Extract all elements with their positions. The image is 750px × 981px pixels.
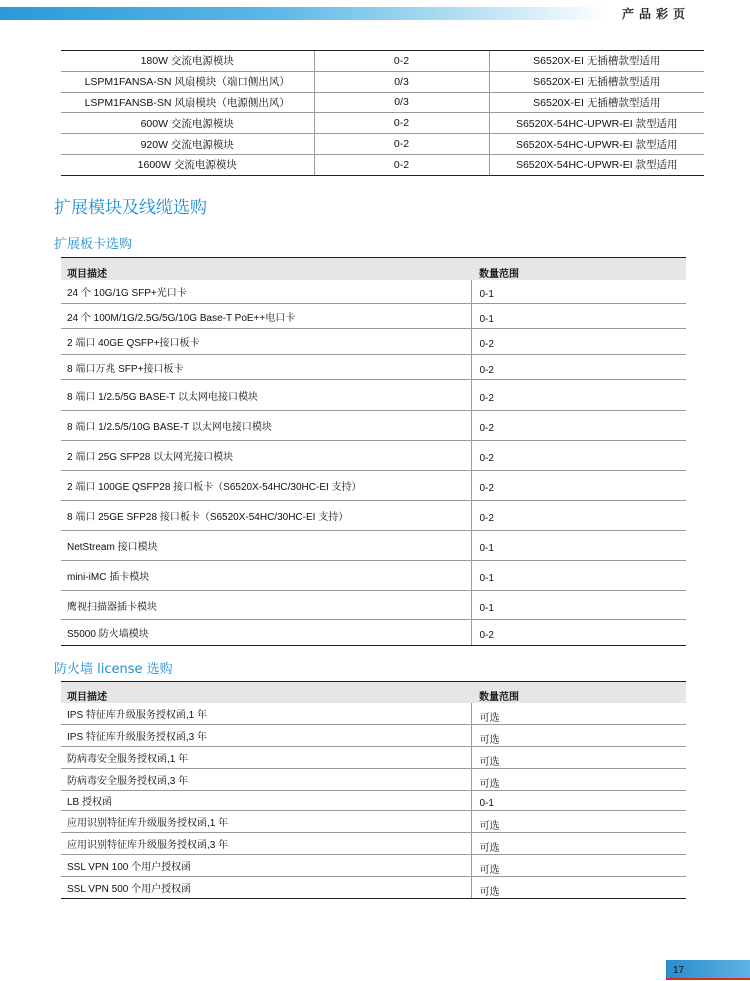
table-row (61, 154, 704, 175)
description-cell: 8 端口万兆 SFP+接口板卡 (61, 355, 471, 380)
quantity-cell: 0-2 (314, 113, 489, 134)
table-row (61, 441, 686, 471)
description-cell: NetStream 接口模块 (61, 531, 471, 561)
description-cell: 8 端口 1/2.5/5/10G BASE-T 以太网电接口模块 (61, 411, 471, 441)
firewall-license-table (61, 681, 686, 899)
quantity-cell: 0-2 (471, 355, 686, 380)
quantity-cell: 可选 (471, 877, 686, 899)
quantity-cell: 0/3 (314, 92, 489, 113)
section-title: 扩展模块及线缆选购 (54, 198, 207, 218)
module-name-cell: LSPM1FANSB-SN 风扇模块（电源侧出风） (61, 92, 314, 113)
table-row (61, 724, 686, 746)
table-row (61, 355, 686, 380)
quantity-cell: 可选 (471, 703, 686, 725)
module-name-cell: LSPM1FANSA-SN 风扇模块（端口侧出风） (61, 71, 314, 92)
expansion-title: 扩展板卡选购 (54, 237, 133, 252)
table-row (61, 591, 686, 620)
table-row (61, 877, 686, 899)
column-header-description: 项目描述 (61, 682, 471, 703)
page-number: 17 (673, 965, 685, 976)
table-row (61, 471, 686, 501)
description-cell: 应用识别特征库升级服务授权函,1 年 (61, 811, 471, 833)
module-name-cell: 180W 交流电源模块 (61, 51, 314, 72)
quantity-cell: 0-2 (314, 134, 489, 155)
quantity-cell: 可选 (471, 833, 686, 855)
description-cell: 8 端口 1/2.5/5G BASE-T 以太网电接口模块 (61, 380, 471, 411)
firewall-title: 防火墙 license 选购 (54, 662, 173, 677)
table-row (61, 855, 686, 877)
table-row (61, 811, 686, 833)
quantity-cell: 0-1 (471, 561, 686, 591)
table-row (61, 833, 686, 855)
description-cell: 2 端口 25G SFP28 以太网光接口模块 (61, 441, 471, 471)
table-row (61, 92, 704, 113)
header-accent-bar (0, 7, 610, 20)
quantity-cell: 0-2 (314, 51, 489, 72)
quantity-cell: 0-2 (314, 154, 489, 175)
quantity-cell: 可选 (471, 768, 686, 790)
quantity-cell: 0-2 (471, 411, 686, 441)
table-row (61, 51, 704, 72)
applicable-model-cell: S6520X-54HC-UPWR-EI 款型适用 (489, 134, 704, 155)
table-row (61, 768, 686, 790)
quantity-cell: 0-1 (471, 280, 686, 304)
column-header-quantity: 数量范围 (471, 258, 686, 280)
module-name-cell: 1600W 交流电源模块 (61, 154, 314, 175)
table-row (61, 280, 686, 304)
module-name-cell: 920W 交流电源模块 (61, 134, 314, 155)
module-name-cell: 600W 交流电源模块 (61, 113, 314, 134)
description-cell: IPS 特征库升级服务授权函,1 年 (61, 703, 471, 725)
table-row (61, 411, 686, 441)
description-cell: 24 个 10G/1G SFP+光口卡 (61, 280, 471, 304)
description-cell: S5000 防火墙模块 (61, 620, 471, 646)
applicable-model-cell: S6520X-54HC-UPWR-EI 款型适用 (489, 113, 704, 134)
table-row (61, 703, 686, 725)
description-cell: 24 个 100M/1G/2.5G/5G/10G Base-T PoE++电口卡 (61, 304, 471, 329)
table-row (61, 304, 686, 329)
column-header-description: 项目描述 (61, 258, 471, 280)
description-cell: SSL VPN 500 个用户授权函 (61, 877, 471, 899)
header-label: 产品彩页 (622, 7, 691, 21)
description-cell: 鹰视扫描器插卡模块 (61, 591, 471, 620)
quantity-cell: 可选 (471, 746, 686, 768)
table-row (61, 71, 704, 92)
applicable-model-cell: S6520X-EI 无插槽款型适用 (489, 92, 704, 113)
description-cell: 2 端口 100GE QSFP28 接口板卡（S6520X-54HC/30HC-EI 支持） (61, 471, 471, 501)
quantity-cell: 0-1 (471, 531, 686, 561)
table-row (61, 329, 686, 355)
table-row (61, 501, 686, 531)
table-row (61, 380, 686, 411)
table-header-row (61, 258, 686, 280)
quantity-cell: 0-1 (471, 790, 686, 811)
table-header-row (61, 682, 686, 703)
description-cell: 防病毒安全服务授权函,3 年 (61, 768, 471, 790)
table-row (61, 790, 686, 811)
quantity-cell: 0-2 (471, 329, 686, 355)
expansion-table (61, 257, 686, 646)
quantity-cell: 0-2 (471, 620, 686, 646)
quantity-cell: 0/3 (314, 71, 489, 92)
description-cell: LB 授权函 (61, 790, 471, 811)
quantity-cell: 可选 (471, 724, 686, 746)
description-cell: SSL VPN 100 个用户授权函 (61, 855, 471, 877)
table-row (61, 134, 704, 155)
table-row (61, 113, 704, 134)
quantity-cell: 0-1 (471, 591, 686, 620)
quantity-cell: 可选 (471, 811, 686, 833)
quantity-cell: 可选 (471, 855, 686, 877)
table-row (61, 561, 686, 591)
quantity-cell: 0-2 (471, 471, 686, 501)
description-cell: 防病毒安全服务授权函,1 年 (61, 746, 471, 768)
table-row (61, 531, 686, 561)
quantity-cell: 0-2 (471, 501, 686, 531)
applicable-model-cell: S6520X-EI 无插槽款型适用 (489, 71, 704, 92)
quantity-cell: 0-2 (471, 380, 686, 411)
applicable-model-cell: S6520X-EI 无插槽款型适用 (489, 51, 704, 72)
description-cell: mini-iMC 插卡模块 (61, 561, 471, 591)
description-cell: 2 端口 40GE QSFP+接口板卡 (61, 329, 471, 355)
quantity-cell: 0-1 (471, 304, 686, 329)
column-header-quantity: 数量范围 (471, 682, 686, 703)
table-row (61, 746, 686, 768)
applicable-model-cell: S6520X-54HC-UPWR-EI 款型适用 (489, 154, 704, 175)
quantity-cell: 0-2 (471, 441, 686, 471)
description-cell: IPS 特征库升级服务授权函,3 年 (61, 724, 471, 746)
description-cell: 8 端口 25GE SFP28 接口板卡（S6520X-54HC/30HC-EI 支持） (61, 501, 471, 531)
power-module-table (61, 50, 704, 176)
table-row (61, 620, 686, 646)
description-cell: 应用识别特征库升级服务授权函,3 年 (61, 833, 471, 855)
